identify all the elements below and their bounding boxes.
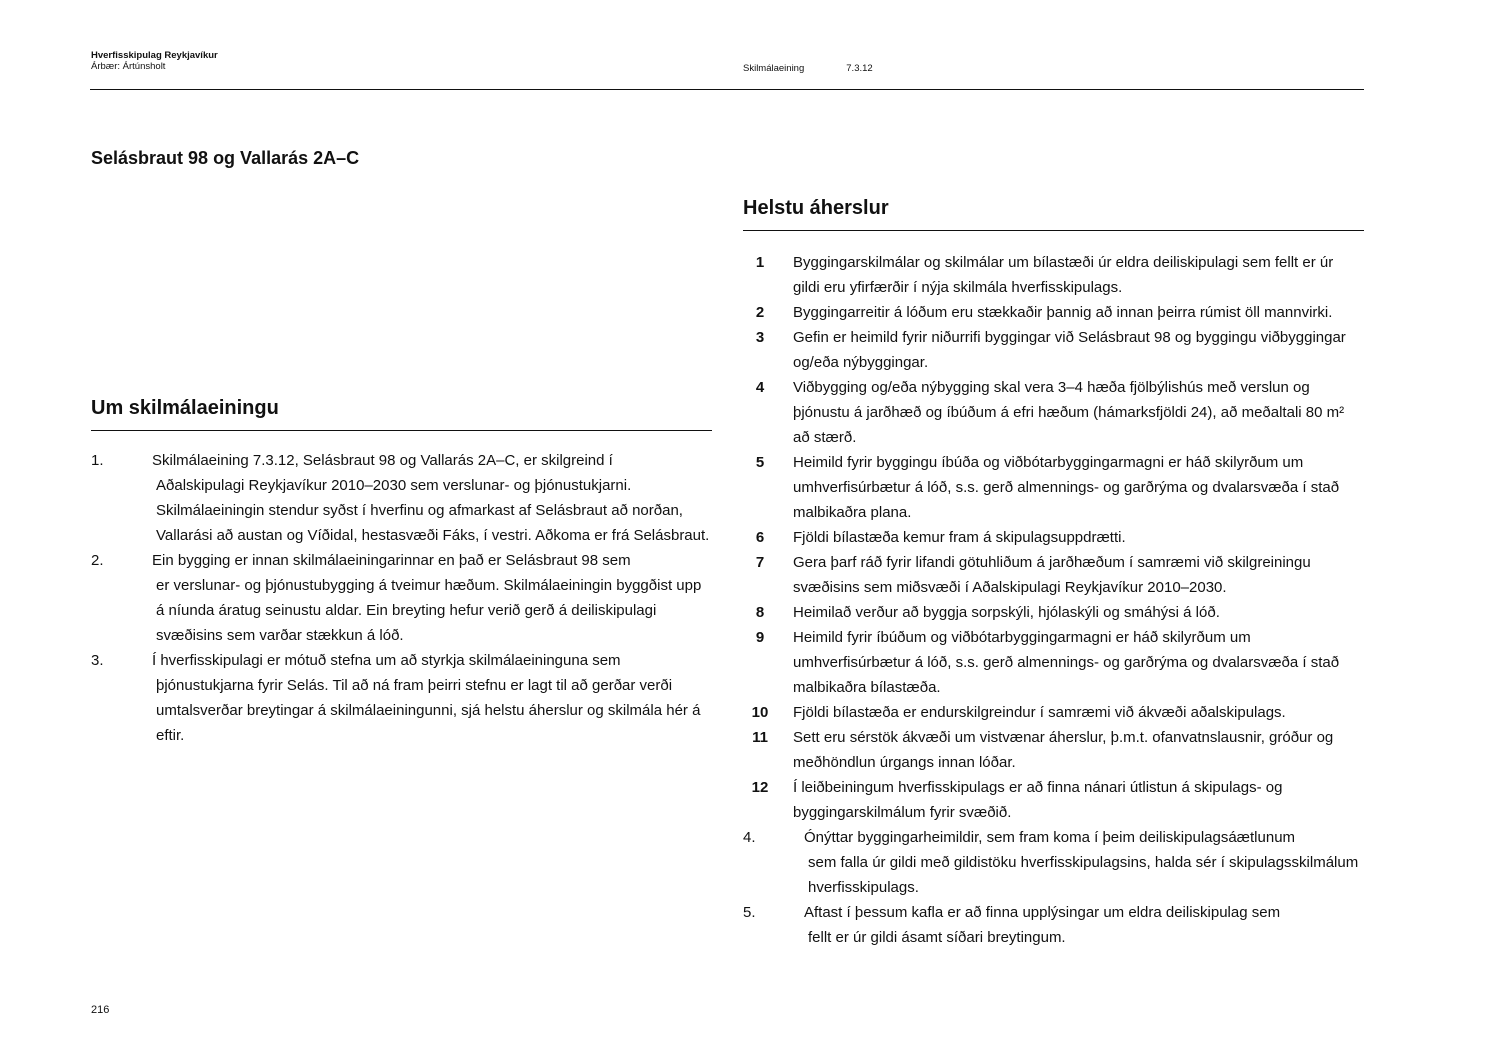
list-item-number: 5. [743,904,756,921]
list-item-text: Aðalskipulagi Reykjavíkur 2010–2030 sem verslunar- og þjónustukjarni. Skilmálaeiningin stendur syðst í hverfinu og afmarkast af Selásbraut að norðan, Vallarási að austan og Víðidal, hestasvæði Fáks, í vestri. Aðkoma er frá Selásbraut. [156,477,710,544]
highlight-number: 7 [755,554,765,571]
highlight-number: 1 [755,254,765,271]
highlights-list [743,250,1364,825]
highlight-item [743,725,1364,775]
highlight-text: Sett eru sérstök ákvæði um vistvænar áherslur, þ.m.t. ofanvatnslausnir, gróður og meðhöndlun úrgangs innan lóðar. [793,729,1334,771]
highlight-number: 11 [752,729,768,746]
header-divider [90,89,1364,90]
highlight-number: 2 [755,304,765,321]
highlight-number: 8 [755,604,765,621]
highlight-item [743,250,1364,300]
list-item-first-line: Skilmálaeining 7.3.12, Selásbraut 98 og Vallarás 2A–C, er skilgreind í [152,452,613,469]
list-item-text: þjónustukjarna fyrir Selás. Til að ná fram þeirri stefnu er lagt til að gerðar verði umtalsverðar breytingar á skilmálaeiningunni, sjá helstu áherslur og skilmála hér á eftir. [156,677,701,744]
highlight-number: 4 [755,379,765,396]
highlight-text: Gera þarf ráð fyrir lifandi götuhliðum á jarðhæðum í samræmi við skilgreiningu svæðisins sem miðsvæði í Aðalskipulagi Reykjavíkur 2010–2030. [793,554,1311,596]
highlight-text: Fjöldi bílastæða kemur fram á skipulagsuppdrætti. [793,529,1126,546]
list-item-first-line: Ónýttar byggingarheimildir, sem fram koma í þeim deiliskipulagsáætlunum [804,829,1296,846]
highlight-item [743,450,1364,525]
publication-title: Hverfisskipulag Reykjavíkur [91,50,218,61]
about-section [91,396,712,748]
highlight-item [743,700,1364,725]
highlights-section [743,196,1364,950]
highlight-text: Gefin er heimild fyrir niðurrifi byggingar við Selásbraut 98 og byggingu viðbyggingar og/eða nýbyggingar. [793,329,1346,371]
list-item [91,648,712,748]
highlight-item [743,375,1364,450]
highlight-text: Í leiðbeiningum hverfisskipulags er að finna nánari útlistun á skipulags- og byggingarskilmálum fyrir svæðið. [793,779,1283,821]
highlight-item [743,775,1364,825]
highlight-number: 6 [755,529,765,546]
running-header-section [743,63,873,74]
about-list [91,448,712,748]
highlight-item [743,600,1364,625]
list-item-text: fellt er úr gildi ásamt síðari breytingum. [808,929,1066,946]
highlight-number: 12 [751,779,769,796]
highlight-text: Byggingarskilmálar og skilmálar um bílastæði úr eldra deiliskipulagi sem fellt er úr gildi eru yfirfærðir í nýja skilmála hverfisskipulags. [793,254,1334,296]
list-item-first-line: Í hverfisskipulagi er mótuð stefna um að styrkja skilmálaeininguna sem [152,652,621,669]
highlight-number: 5 [755,454,765,471]
list-item-number: 4. [743,829,756,846]
list-item [91,548,712,648]
highlights-section-title: Helstu áherslur [743,196,1364,231]
highlight-item [743,625,1364,700]
list-item-text: er verslunar- og þjónustubygging á tveimur hæðum. Skilmálaeiningin byggðist upp á níunda áratug seinustu aldar. Ein breyting hefur verið gerð á deiliskipulagi svæðisins sem varðar stækkun á lóð. [156,577,702,644]
highlight-number: 9 [755,629,765,646]
highlight-item [743,325,1364,375]
list-item-number: 2. [91,552,104,569]
highlight-text: Byggingarreitir á lóðum eru stækkaðir þannig að innan þeirra rúmist öll mannvirki. [793,304,1333,321]
running-header-left [91,50,218,72]
continued-about-list [743,825,1364,950]
list-item-text: sem falla úr gildi með gildistöku hverfisskipulagsins, halda sér í skipulagsskilmálum hverfisskipulags. [808,854,1359,896]
district-subtitle: Árbær: Ártúnsholt [91,61,166,72]
list-item [91,448,712,548]
highlight-number: 10 [751,704,769,721]
highlight-number: 3 [755,329,765,346]
highlight-text: Viðbygging og/eða nýbygging skal vera 3–4 hæða fjölbýlishús með verslun og þjónustu á jarðhæð og íbúðum á efri hæðum (hámarksfjöldi 24), að meðaltali 80 m² að stærð. [793,379,1345,446]
list-item-number: 3. [91,652,104,669]
list-item-first-line: Aftast í þessum kafla er að finna upplýsingar um eldra deiliskipulag sem [804,904,1281,921]
section-label: Skilmálaeining [743,63,805,74]
page-number: 216 [91,1004,110,1016]
list-item-first-line: Ein bygging er innan skilmálaeiningarinnar en það er Selásbraut 98 sem [152,552,631,569]
document-title: Selásbraut 98 og Vallarás 2A–C [91,148,360,168]
list-item [743,900,1364,950]
about-section-title: Um skilmálaeiningu [91,396,712,431]
highlight-item [743,525,1364,550]
highlight-text: Heimild fyrir byggingu íbúða og viðbótarbyggingarmagni er háð skilyrðum um umhverfisúrbætur á lóð, s.s. gerð almennings- og garðrýma og dvalarsvæða í stað malbikaðra plana. [793,454,1340,521]
highlight-text: Heimild fyrir íbúðum og viðbótarbyggingarmagni er háð skilyrðum um umhverfisúrbætur á lóð, s.s. gerð almennings- og garðrýma og dvalarsvæða í stað malbikaðra bílastæða. [793,629,1340,696]
highlight-text: Fjöldi bílastæða er endurskilgreindur í samræmi við ákvæði aðalskipulags. [793,704,1286,721]
highlight-item [743,300,1364,325]
section-number: 7.3.12 [846,63,873,74]
highlight-text: Heimilað verður að byggja sorpskýli, hjólaskýli og smáhýsi á lóð. [793,604,1220,621]
highlight-item [743,550,1364,600]
list-item [743,825,1364,900]
list-item-number: 1. [91,452,104,469]
